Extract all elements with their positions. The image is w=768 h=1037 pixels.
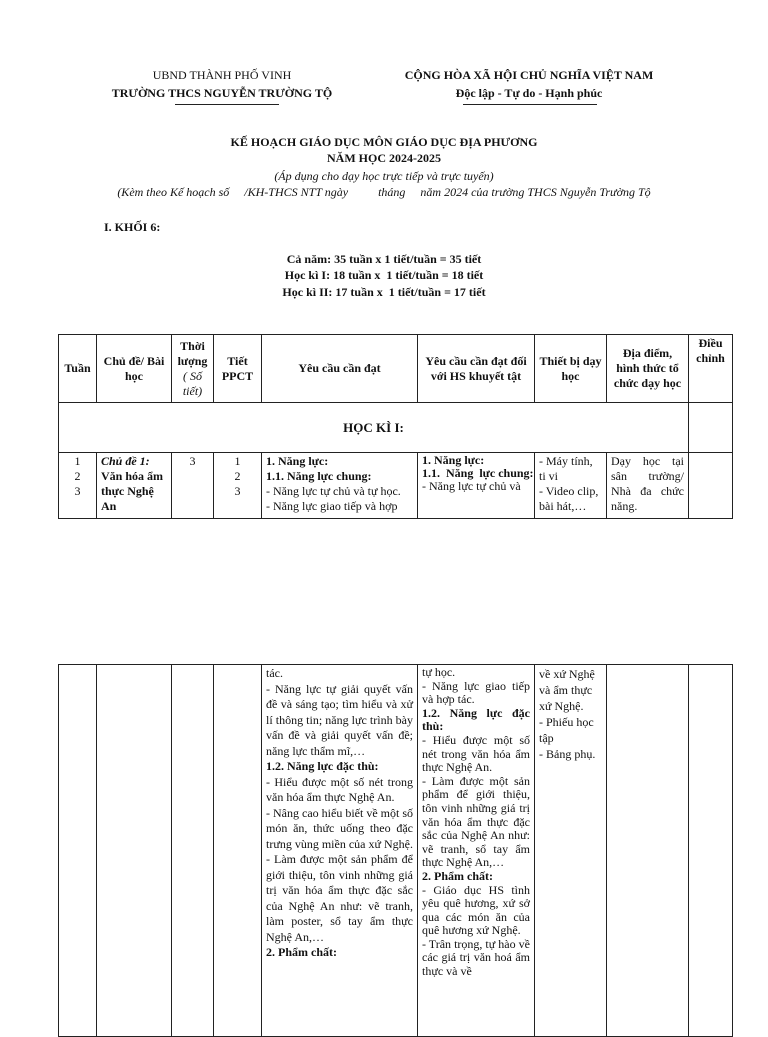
school-year: NĂM HỌC 2024-2025 [327,151,441,165]
req-special-paragraph: - Năng lực giao tiếp và hợp tác. [422,678,530,707]
term-label: HỌC KÌ I: [59,403,689,453]
req-special-paragraph: - Hiểu được một số nét trong văn hóa ẩm thực Nghệ An. [422,732,530,775]
term-row [59,403,733,453]
national-title: CỘNG HÒA XÃ HỘI CHỦ NGHĨA VIỆT NAM [404,68,654,82]
col-duration-sub: ( Số tiết) [182,368,203,398]
term2-summary: Học kì II: 17 tuần x 1 tiết/tuần = 17 tiết [282,285,486,299]
table-header-row [59,335,733,403]
req-heading: 1.2. Năng lực đặc thù: [266,759,379,773]
equip-line: - Video clip, bài hát,… [539,484,599,513]
header-right-underline [463,104,597,105]
row1-weeks [59,453,97,519]
req-paragraph: tác. [266,666,283,680]
req-line: 1. Năng lực: [266,454,329,468]
req-paragraph: - Hiểu được một số nét trong văn hóa ẩm thực Nghệ An. [266,774,413,804]
req-special-line: 1.1. Năng lực chung: [422,466,534,480]
row1-duration: 3 [172,453,214,519]
period-value: 3 [234,484,241,498]
row1-adjust [689,453,733,519]
req-special-paragraph: tự học. [422,665,456,679]
req-paragraph: - Làm được một sản phẩm để giới thiệu, tôn vinh những giá trị văn hóa ẩm thực đặc sắc của Nghệ An như: vẽ tranh, làm poster, sổ tay ẩm thực Nghệ An,… [266,852,413,944]
row2-place [607,665,689,1037]
req-heading: 2. Phẩm chất: [266,945,337,959]
equip-line: - Máy tính, ti vi [539,454,593,483]
row1-periods [214,453,262,519]
equip-line: - Phiếu học tập [539,715,594,745]
agency-name: UBND THÀNH PHỐ VINH [152,68,292,82]
req-special-heading: 1.2. Năng lực đặc thù: [422,705,530,734]
row1-equipment [535,453,607,519]
plan-table-continued [58,664,733,1037]
plan-table [58,334,733,519]
year-summary: Cả năm: 35 tuần x 1 tiết/tuần = 35 tiết [286,252,482,266]
school-name: TRƯỜNG THCS NGUYỄN TRƯỜNG TỘ [111,86,333,100]
row1-requirements [262,453,418,519]
topic-number: Chủ đề 1: [101,454,150,468]
row2-duration [172,665,214,1037]
week-value: 1 [74,454,81,468]
term1-summary: Học kì I: 18 tuần x 1 tiết/tuần = 18 tiết [284,268,484,282]
table-row [59,453,733,519]
period-value: 2 [234,469,241,483]
col-requirements: Yêu cầu cần đạt [262,335,418,403]
grade-heading: I. KHỐI 6: [104,220,161,234]
term-adjust-cell [689,403,733,453]
apply-note: (Áp dụng cho dạy học trực tiếp và trực tuyến) [274,169,494,183]
national-motto: Độc lập - Tự do - Hạnh phúc [455,86,603,100]
row1-place: Dạy học tại sân trường/ Nhà đa chức năng. [607,453,689,519]
req-paragraph: - Năng lực tự giải quyết vấn đề và sáng tạo; tìm hiểu và xử lí thông tin; năng lực trình bày vấn đề và giải quyết vấn đề; năng lực thẩm mĩ,… [266,681,413,758]
row2-requirements [262,665,418,1037]
topic-name: Văn hóa ẩm thực Nghệ An [101,469,164,513]
row1-requirements-special [418,453,535,519]
week-value: 2 [74,469,81,483]
req-paragraph: - Nâng cao hiểu biết về một số món ăn, thức uống theo đặc trưng vùng miền của xứ Nghệ. [266,805,413,851]
row1-topic [97,453,172,519]
col-duration [172,335,214,403]
row2-equipment [535,665,607,1037]
req-line: - Năng lực tự chủ và tự học. [266,484,401,498]
req-special-paragraph: - Làm được một sản phẩm để giới thiệu, tôn vinh những giá trị văn hóa ẩm thực đặc sắc của Nghệ An như: vẽ tranh, sổ tay ẩm thực Nghệ An,… [422,773,530,870]
row2-topic [97,665,172,1037]
req-special-paragraph: - Giáo dục HS tình yêu quê hương, xứ sở qua các món ăn của quê hương xứ Nghệ. [422,882,530,938]
col-requirements-special: Yêu cầu cần đạt đối với HS khuyết tật [418,335,535,403]
col-equipment: Thiết bị dạy học [535,335,607,403]
req-special-heading: 2. Phẩm chất: [422,868,493,883]
col-place: Địa điểm, hình thức tổ chức dạy học [607,335,689,403]
req-line: 1.1. Năng lực chung: [266,469,372,483]
header-left-underline [175,104,279,105]
table-row [59,665,733,1037]
equip-line: - Bảng phụ. [539,747,596,761]
req-special-line: - Năng lực tự chủ và [422,479,521,493]
period-value: 1 [234,454,241,468]
row2-periods [214,665,262,1037]
row2-weeks [59,665,97,1037]
row2-requirements-special [418,665,535,1037]
col-duration-label: Thời lượng [177,338,208,368]
col-week: Tuần [59,335,97,403]
col-adjust: Điều chỉnh [689,335,733,403]
req-line: - Năng lực giao tiếp và hợp [266,499,398,513]
req-special-paragraph: - Trân trọng, tự hào về các giá trị văn hoá ẩm thực và về [422,936,530,979]
col-period: Tiết PPCT [214,335,262,403]
req-special-line: 1. Năng lực: [422,453,485,467]
attachment-note: (Kèm theo Kế hoạch số /KH-THCS NTT ngày tháng năm 2024 của trường THCS Nguyễn Trường Tộ [117,185,651,199]
plan-title: KẾ HOẠCH GIÁO DỤC MÔN GIÁO DỤC ĐỊA PHƯƠNG [230,135,538,149]
equip-line: về xứ Nghệ và ẩm thực xứ Nghệ. [539,667,595,713]
row2-adjust [689,665,733,1037]
week-value: 3 [74,484,81,498]
col-topic: Chủ đề/ Bài học [97,335,172,403]
